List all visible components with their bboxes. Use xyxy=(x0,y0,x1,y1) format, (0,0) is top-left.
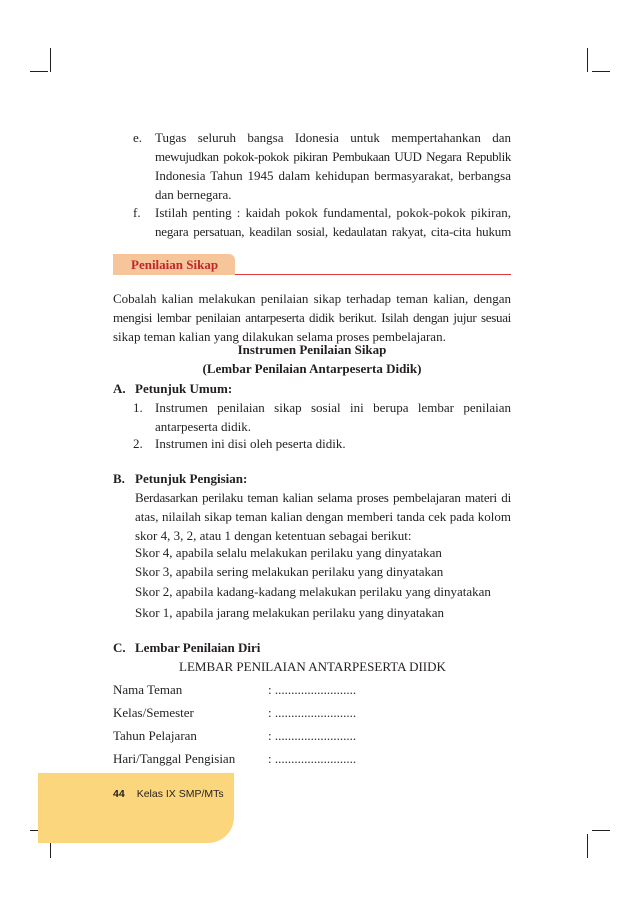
text-line: Instrumen penilaian sikap sosial ini berupa lembar penilaian xyxy=(155,400,511,415)
text-line: sikap teman kalian yang dilakukan selama proses pembelajaran. xyxy=(113,329,446,344)
score-item: Skor 3, apabila sering melakukan perilaku yang dinyatakan xyxy=(135,564,444,579)
list-marker: e. xyxy=(133,130,143,145)
score-item: Skor 1, apabila jarang melakukan perilaku yang dinyatakan xyxy=(135,605,445,620)
page-number: 44 xyxy=(113,788,125,800)
instrument-subtitle: (Lembar Penilaian Antarpeserta Didik) xyxy=(202,361,422,376)
instrument-title: Instrumen Penilaian Sikap xyxy=(237,342,387,357)
part-b-heading: Petunjuk Pengisian: xyxy=(135,471,248,486)
text-line: Berdasarkan perilaku teman kalian selama proses pembelajaran materi di xyxy=(135,490,511,505)
part-b-marker: B. xyxy=(113,471,125,486)
score-item: Skor 4, apabila selalu melakukan perilaku yang dinyatakan xyxy=(135,545,442,560)
section-header xyxy=(113,254,511,276)
section-rule xyxy=(235,274,511,275)
crop-mark xyxy=(50,48,51,72)
list-marker: f. xyxy=(133,205,141,220)
intro-paragraph xyxy=(113,289,511,346)
list-item-e xyxy=(155,128,511,204)
text-line: mengisi lembar penilaian antarpeserta didik berikut. Isilah dengan jujur sesuai xyxy=(113,310,511,325)
list-item xyxy=(155,398,511,436)
crop-mark xyxy=(592,71,610,72)
crop-mark xyxy=(592,830,610,831)
field-value: : ......................... xyxy=(268,705,357,720)
text-line: atas, nilailah sikap teman kalian dengan memberi tanda cek pada kolom xyxy=(135,509,511,524)
crop-mark xyxy=(587,48,588,72)
form-title: LEMBAR PENILAIAN ANTARPESERTA DIIDK xyxy=(179,659,446,674)
field-value: : ......................... xyxy=(268,728,357,743)
text-line: mewujudkan pokok-pokok pikiran Pembukaan UUD Negara Republik xyxy=(155,149,511,164)
text-line: Tugas seluruh bangsa Idonesia untuk mempertahankan dan xyxy=(155,130,511,145)
text-line: skor 4, 3, 2, atau 1 dengan ketentuan sebagai berikut: xyxy=(135,528,412,543)
field-label: Kelas/Semester xyxy=(113,705,194,720)
text-line: Istilah penting : kaidah pokok fundamental, pokok-pokok pikiran, xyxy=(155,205,511,220)
text-line: dan bernegara. xyxy=(155,187,232,202)
text-line: Indonesia Tahun 1945 dalam kehidupan bermasyarakat, berbangsa xyxy=(155,168,511,183)
field-value: : ......................... xyxy=(268,751,357,766)
field-label: Nama Teman xyxy=(113,682,183,697)
score-item: Skor 2, apabila kadang-kadang melakukan perilaku yang dinyatakan xyxy=(135,584,491,599)
section-tab xyxy=(113,254,235,275)
text-line: antarpeserta didik. xyxy=(155,419,252,434)
text-line: Cobalah kalian melakukan penilaian sikap terhadap teman kalian, dengan xyxy=(113,291,511,306)
field-label: Tahun Pelajaran xyxy=(113,728,197,743)
list-item-f xyxy=(155,203,511,241)
footer xyxy=(113,785,224,804)
list-item: Instrumen ini disi oleh peserta didik. xyxy=(155,436,346,451)
list-number: 2. xyxy=(133,436,143,451)
part-b-paragraph xyxy=(135,488,511,545)
footer-tab xyxy=(38,773,234,843)
book-title: Kelas IX SMP/MTs xyxy=(136,788,224,800)
list-number: 1. xyxy=(133,400,143,415)
part-a-heading: Petunjuk Umum: xyxy=(135,381,233,396)
crop-mark xyxy=(587,834,588,858)
part-c-marker: C. xyxy=(113,640,126,655)
part-a-marker: A. xyxy=(113,381,126,396)
text-line: negara persatuan, keadilan sosial, kedaulatan rakyat, cita-cita hukum xyxy=(155,224,511,239)
crop-mark xyxy=(30,71,48,72)
part-c-heading: Lembar Penilaian Diri xyxy=(135,640,261,655)
field-label: Hari/Tanggal Pengisian xyxy=(113,751,236,766)
section-title: Penilaian Sikap xyxy=(131,257,219,272)
field-value: : ......................... xyxy=(268,682,357,697)
